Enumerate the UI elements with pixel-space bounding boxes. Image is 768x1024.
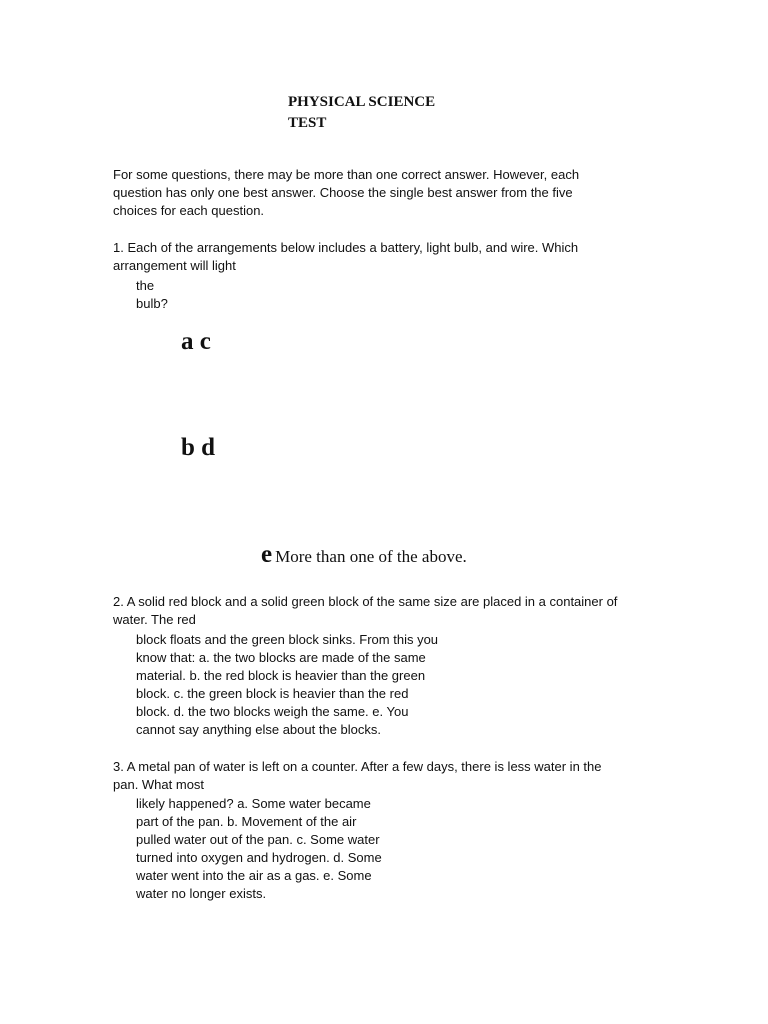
choice-e-letter: e bbox=[261, 541, 273, 568]
question-line: block. c. the green block is heavier than the red bbox=[136, 686, 409, 701]
title-line-1: PHYSICAL SCIENCE bbox=[288, 94, 436, 110]
question-line: pan. What most bbox=[113, 777, 205, 792]
question-line: 3. A metal pan of water is left on a counter. After a few days, there is less water in the bbox=[113, 759, 602, 774]
question-2-continuation bbox=[136, 631, 438, 739]
choice-e bbox=[261, 541, 467, 569]
question-line: 2. A solid red block and a solid green block of the same size are placed in a container of bbox=[113, 594, 618, 609]
question-line: material. b. the red block is heavier than the green bbox=[136, 668, 426, 683]
instructions bbox=[113, 166, 653, 220]
question-line: water went into the air as a gas. e. Some bbox=[136, 868, 372, 883]
question-1-continuation bbox=[136, 277, 168, 313]
instructions-line: choices for each question. bbox=[113, 203, 265, 218]
choices-b-d: b d bbox=[181, 434, 216, 461]
choice-e-text: More than one of the above. bbox=[275, 547, 467, 566]
question-line: the bbox=[136, 278, 155, 293]
question-line: bulb? bbox=[136, 296, 168, 311]
question-line: likely happened? a. Some water became bbox=[136, 796, 371, 811]
question-line: water no longer exists. bbox=[136, 886, 267, 901]
question-line: know that: a. the two blocks are made of the same bbox=[136, 650, 426, 665]
instructions-line: For some questions, there may be more than one correct answer. However, each bbox=[113, 167, 580, 182]
question-line: cannot say anything else about the blocks. bbox=[136, 722, 381, 737]
question-line: pulled water out of the pan. c. Some water bbox=[136, 832, 380, 847]
page-title bbox=[288, 92, 435, 134]
question-3-continuation bbox=[136, 795, 382, 903]
question-line: block floats and the green block sinks. From this you bbox=[136, 632, 439, 647]
question-line: 1. Each of the arrangements below includes a battery, light bulb, and wire. Which bbox=[113, 240, 579, 255]
choices-a-c: a c bbox=[181, 328, 211, 355]
question-line: water. The red bbox=[113, 612, 196, 627]
question-1-text bbox=[113, 239, 653, 275]
title-line-2: TEST bbox=[288, 115, 327, 131]
question-line: block. d. the two blocks weigh the same. e. You bbox=[136, 704, 409, 719]
instructions-line: question has only one best answer. Choose the single best answer from the five bbox=[113, 185, 573, 200]
question-line: part of the pan. b. Movement of the air bbox=[136, 814, 357, 829]
question-line: arrangement will light bbox=[113, 258, 236, 273]
question-line: turned into oxygen and hydrogen. d. Some bbox=[136, 850, 382, 865]
question-2-text bbox=[113, 593, 653, 629]
question-3-text bbox=[113, 758, 653, 794]
